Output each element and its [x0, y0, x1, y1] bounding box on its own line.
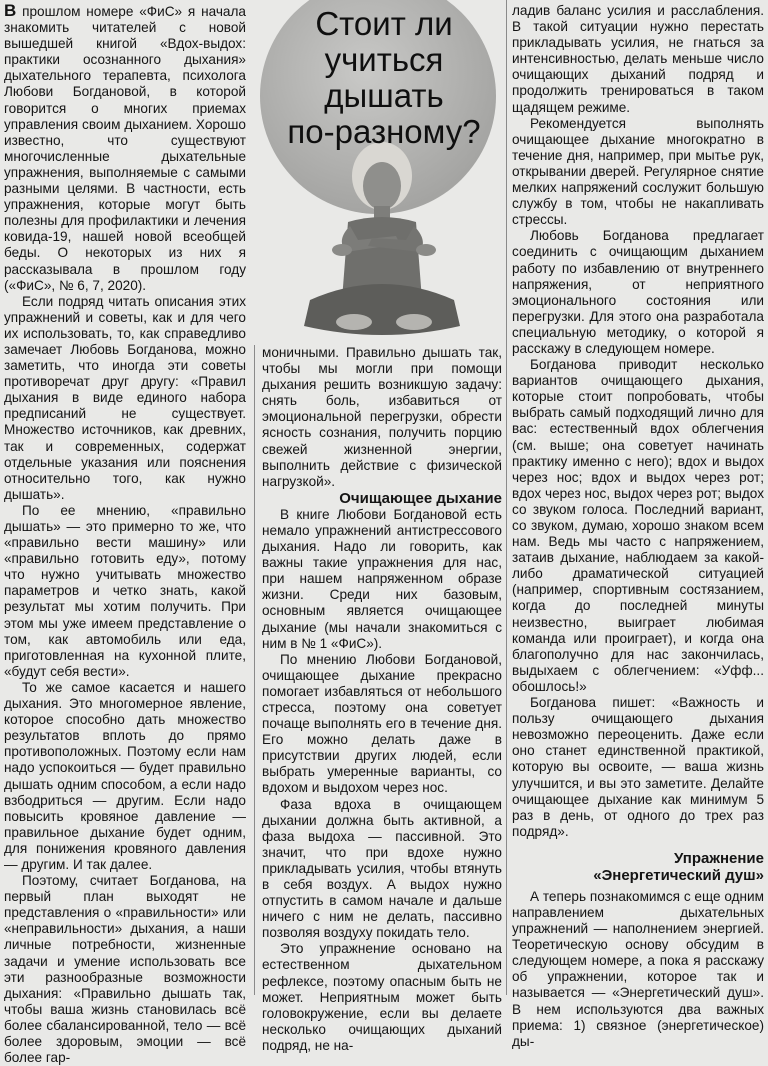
headline-line-1: Стоит ли [315, 5, 453, 42]
paragraph: Богданова приводит несколько вариантов очищающего дыхания, которые стоит попробовать, чтобы выбрать самый подходящий лично для вас: естественный вдох облегчения (см. выше; она советует начинать практику именно с него); вдох и выдох через нос; вдох и выдох через рот; вдох через нос, выдох через рот; выдох со звуком голоса. Последний вариант, со звуком, думаю, хорошо знаком всем нам. Ведь мы часто с напряжением, затаив дыхание, наблюдаем за какой-либо драматической ситуацией (например, спортивным состязанием, когда до последней минуты неизвестно, выиграет любимая команда или проиграет), и когда она благополучно для нас закончилась, выдыхаем с облегчением: «Уфф... обошлось!» [512, 357, 764, 694]
section-heading [512, 850, 764, 884]
paragraph: Богданова пишет: «Важность и пользу очищающего дыхания невозможно переоценить. Даже если оно станет единственной практикой, которую вы освоите, — ваша жизнь улучшится, и вы это заметите. Делайте очищающее дыхание как минимум 5 раз в день, от одного до трех раз подряд». [512, 695, 764, 839]
paragraph: Поэтому, считает Богданова, на первый план выходят не представления о «правильности» или «неправильности» дыхания, а наши личные потребности, жизненные задачи и умение использовать все эти разнообразные возможности дыхания: «Правильно дышать так, чтобы ваша жизнь становилась всё более сбалансированной, тело — всё более здоровым, эмоции — всё более гар- [4, 873, 246, 1066]
paragraph: По ее мнению, «правильно дышать» — это примерно то же, что «правильно вести машину» или «правильно готовить еду», потому что нужно учитывать множество параметров и четко знать, какой результат мы хотим получить. При этом мы уже имеем представление о том, как автомобиль или еда, приготовленная на кухонной плите, «будут себя вести». [4, 502, 246, 679]
headline-line-4: по-разному? [287, 113, 481, 150]
paragraph: Рекомендуется выполнять очищающее дыхание многократно в течение дня, например, при мытье рук, открывании дверей. Регулярное снятие мелких напряжений сослужит большую службу в том, чтобы не накапливать стрессы. [512, 115, 764, 228]
paragraph: Фаза вдоха в очищающем дыхании должна быть активной, а фаза выдоха — пассивной. Это значит, что при вдохе нужно прикладывать усилия, чтобы втянуть в себя воздух. А выдох нужно отпустить в самом начале и дальше ничего с ним не делать, пассивно позволяя воздуху покидать тело. [262, 796, 502, 941]
paragraph: ладив баланс усилия и расслабления. В такой ситуации нужно перестать прикладывать усилия, не гнаться за интенсивностью, делать меньше число очищающих дыханий подряд и продолжить тренироваться в таком щадящем режиме. [512, 3, 764, 115]
drop-cap: В [4, 1, 17, 20]
paragraph: Любовь Богданова предлагает соединить с очищающим дыханием работу по избавлению от внутреннего напряжения, от неприятного эмоционального состояния или перегрузки. Для этого она разработала специальную методику, о которой я расскажу в следующем номере. [512, 228, 764, 356]
paragraph: То же самое касается и нашего дыхания. Это многомерное явление, которое способно дать множество результатов вплоть до прямо противоположных. Поэтому если нам надо успокоиться — будет правильно дышать одним способом, а если надо взбодриться — другим. Если надо повысить кровяное давление — правильное дыхание будет одним, для понижения кровяного давления — другим. И так далее. [4, 679, 246, 872]
article-headline [268, 6, 500, 150]
paragraph [4, 3, 246, 294]
column-3 [512, 3, 764, 1049]
paragraph-text: прошлом номере «ФиС» я начала знакомить читателей с новой вышедшей книгой «Вдох-выдох: практики осознанного дыхания» дыхательного терапевта, психолога Любови Богдановой, в которой говорится о многих приемах управления своим дыханием. Хорошо известно, что существуют многочисленные дыхательные упражнения, выполняемые с самыми разными целями. В частности, есть упражнения, которые могут быть полезны для профилактики и лечения ковида-19, нашей новой всеобщей беды. О некоторых из них я рассказывала в прошлом году («ФиС», № 6, 7, 2020). [4, 4, 246, 293]
section-heading: Очищающее дыхание [339, 489, 502, 507]
paragraph: А теперь познакомимся с еще одним направлением дыхательных упражнений — наполнением энергией. Теоретическую основу обсудим в следующем номере, а пока я расскажу об упражнении, которое так и называется — «Энергетический душ». В нем используются два важных приема: 1) связное (энергетическое) ды- [512, 888, 764, 1049]
paragraph: Это упражнение основано на естественном дыхательном рефлексе, поэтому опасным быть не может. Неприятным может быть головокружение, если вы делаете несколько очищающих дыханий подряд, не на- [262, 941, 502, 1053]
column-1 [4, 1, 246, 1066]
paragraph: моничными. Правильно дышать так, чтобы мы могли при помощи дыхания решить возникшую задачу: снять боль, избавиться от эмоциональной перегрузки, обрести ясность сознания, получить порцию свежей жизненной энергии, выполнить действие с физической нагрузкой». [262, 345, 502, 489]
paragraph: По мнению Любови Богдановой, очищающее дыхание прекрасно помогает избавляться от небольшого стресса, поэтому она советует почаще выполнять его в течение дня. Его можно делать даже в присутствии других людей, если выбрать умеренные варианты, со вдохом и выдохом через нос. [262, 651, 502, 796]
headline-line-2: учиться [324, 41, 444, 78]
paragraph: В книге Любови Богдановой есть немало упражнений антистрессового дыхания. Надо ли говорить, как важны такие упражнения для нас, при нашем напряженном образе жизни. Среди них базовым, основным является очищающее дыхание (мы начали знакомиться с ним в № 1 «ФиС»). [262, 506, 502, 651]
section-heading-line-1: Упражнение [674, 849, 764, 867]
column-divider-right [506, 0, 507, 995]
column-2 [262, 345, 502, 1053]
paragraph: Если подряд читать описания этих упражнений и советы, как и для чего их использовать, то, как справедливо замечает Любовь Богданова, можно заметить, что иногда эти советы противоречат друг другу: «Правил дыхания в виде единого набора предписаний не существует. Множество источников, как древних, так и современных, содержат отдельные указания или пояснения относительно того, как нужно дышать». [4, 293, 246, 502]
headline-line-3: дышать [324, 77, 444, 114]
section-heading-line-2: «Энергетический душ» [593, 866, 764, 884]
column-divider-left [254, 345, 255, 995]
